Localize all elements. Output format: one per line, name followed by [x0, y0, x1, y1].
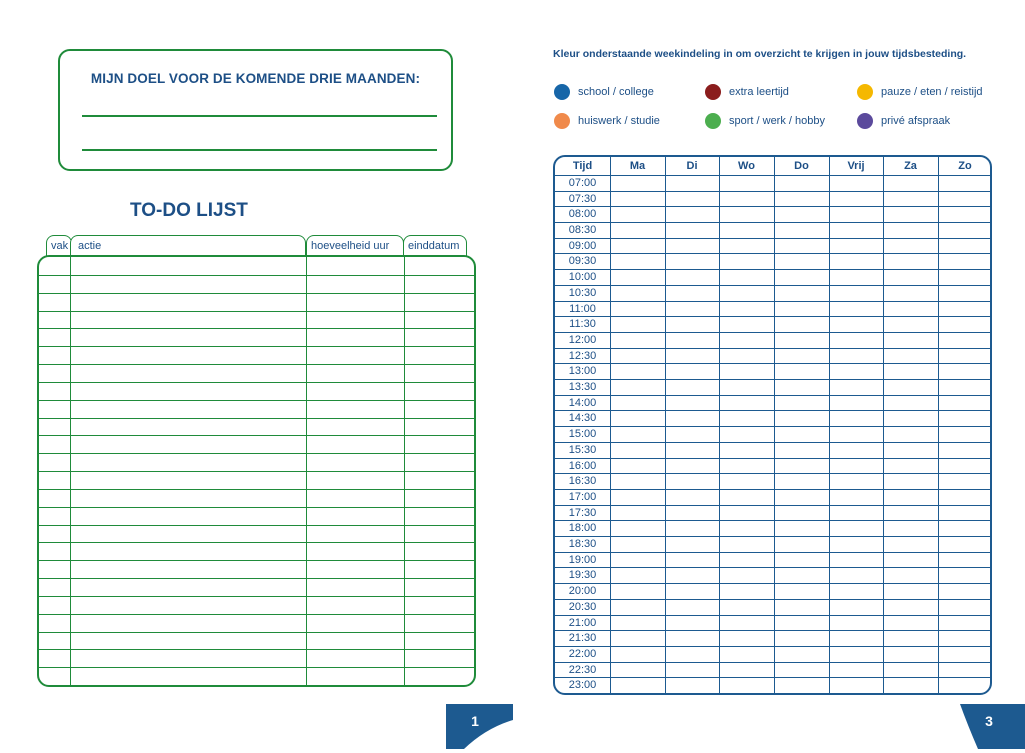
todo-row-line — [39, 453, 474, 454]
schedule-time-label: 22:00 — [568, 647, 597, 660]
todo-row-line — [39, 578, 474, 579]
todo-row-line — [39, 649, 474, 650]
page-number-left: 1 — [471, 713, 479, 729]
todo-header-actie: actie — [70, 235, 306, 256]
schedule-time-label: 13:30 — [568, 381, 597, 394]
schedule-row-line — [555, 473, 990, 474]
schedule-row-line — [555, 222, 990, 223]
schedule-time-label: 11:00 — [569, 302, 596, 315]
todo-row-line — [39, 346, 474, 347]
schedule-time-label: 23:00 — [568, 679, 597, 692]
schedule-row-line — [555, 410, 990, 411]
schedule-instruction: Kleur onderstaande weekindeling in om overzicht te krijgen in jouw tijdsbesteding. — [553, 48, 967, 60]
schedule-row-line — [555, 238, 990, 239]
schedule-time-label: 22:30 — [568, 663, 597, 676]
week-schedule-table[interactable] — [553, 155, 992, 695]
legend-label: privé afspraak — [881, 115, 951, 127]
todo-row-line — [39, 328, 474, 329]
todo-table[interactable] — [37, 255, 476, 687]
schedule-header-za: Za — [904, 160, 917, 172]
schedule-row-line — [555, 301, 990, 302]
todo-row-line — [39, 632, 474, 633]
todo-row-line — [39, 667, 474, 668]
todo-row-line — [39, 435, 474, 436]
legend-dot-school — [554, 84, 570, 100]
todo-row-line — [39, 471, 474, 472]
schedule-time-label: 18:00 — [568, 522, 597, 535]
schedule-row-line — [555, 677, 990, 678]
schedule-time-label: 08:30 — [568, 224, 597, 237]
schedule-time-label: 20:30 — [568, 600, 597, 613]
schedule-column-line — [719, 157, 720, 693]
schedule-time-label: 19:00 — [568, 553, 597, 566]
schedule-column-line — [829, 157, 830, 693]
schedule-column-line — [883, 157, 884, 693]
schedule-time-label: 16:00 — [568, 459, 597, 472]
todo-row-line — [39, 293, 474, 294]
legend-item-extra-leertijd — [705, 83, 789, 101]
legend-dot-extra-leertijd — [705, 84, 721, 100]
legend-item-school — [554, 83, 654, 101]
schedule-row-line — [555, 269, 990, 270]
todo-row-line — [39, 418, 474, 419]
schedule-time-label: 17:00 — [568, 490, 597, 503]
schedule-row-line — [555, 458, 990, 459]
schedule-time-label: 12:00 — [568, 333, 597, 346]
legend-label: pauze / eten / reistijd — [881, 86, 983, 98]
schedule-row-line — [555, 615, 990, 616]
schedule-row-line — [555, 599, 990, 600]
schedule-time-label: 17:30 — [568, 506, 597, 519]
schedule-row-line — [555, 520, 990, 521]
page-tab-right — [960, 704, 1025, 749]
schedule-time-label: 16:30 — [568, 475, 597, 488]
todo-column-line — [306, 257, 307, 685]
schedule-time-label: 07:00 — [568, 177, 597, 189]
schedule-time-label: 07:30 — [568, 192, 597, 205]
schedule-header-tijd: Tijd — [572, 160, 593, 172]
todo-row-line — [39, 614, 474, 615]
schedule-header-do: Do — [794, 160, 809, 172]
schedule-row-line — [555, 285, 990, 286]
schedule-row-line — [555, 206, 990, 207]
todo-title: TO-DO LIJST — [130, 200, 248, 221]
todo-row-line — [39, 489, 474, 490]
todo-row-line — [39, 507, 474, 508]
todo-row-line — [39, 275, 474, 276]
legend-dot-huiswerk — [554, 113, 570, 129]
schedule-row-line — [555, 395, 990, 396]
schedule-row-line — [555, 253, 990, 254]
schedule-row-line — [555, 505, 990, 506]
schedule-column-line — [665, 157, 666, 693]
todo-row-line — [39, 364, 474, 365]
todo-row-line — [39, 542, 474, 543]
schedule-row-line — [555, 426, 990, 427]
schedule-row-line — [555, 646, 990, 647]
schedule-row-line — [555, 316, 990, 317]
schedule-header-ma: Ma — [629, 160, 646, 172]
schedule-time-label: 20:00 — [568, 585, 597, 598]
schedule-time-label: 13:00 — [568, 365, 597, 378]
schedule-header-line — [555, 175, 990, 176]
todo-row-line — [39, 525, 474, 526]
schedule-time-label: 10:00 — [568, 271, 597, 284]
schedule-row-line — [555, 552, 990, 553]
schedule-row-line — [555, 567, 990, 568]
todo-header-vak: vak — [46, 235, 72, 256]
todo-row-line — [39, 400, 474, 401]
legend-item-pauze — [857, 83, 983, 101]
schedule-row-line — [555, 630, 990, 631]
legend-item-huiswerk — [554, 112, 660, 130]
schedule-header-vrij: Vrij — [847, 160, 865, 172]
legend-label: extra leertijd — [729, 86, 789, 98]
schedule-time-label: 11:30 — [569, 318, 596, 331]
schedule-row-line — [555, 583, 990, 584]
schedule-time-label: 21:30 — [568, 632, 597, 645]
schedule-header-di: Di — [686, 160, 698, 172]
legend-label: sport / werk / hobby — [729, 115, 825, 127]
schedule-row-line — [555, 348, 990, 349]
schedule-column-line — [610, 157, 611, 693]
goal-line-1[interactable] — [82, 115, 437, 117]
todo-row-line — [39, 311, 474, 312]
schedule-column-line — [774, 157, 775, 693]
schedule-header-zo: Zo — [958, 160, 972, 172]
schedule-row-line — [555, 191, 990, 192]
schedule-time-label: 09:30 — [568, 255, 597, 268]
schedule-time-label: 14:30 — [568, 412, 597, 425]
schedule-time-label: 18:30 — [568, 538, 597, 551]
page-number-right: 3 — [985, 713, 993, 729]
legend-label: huiswerk / studie — [578, 115, 660, 127]
schedule-time-label: 15:30 — [568, 443, 597, 456]
todo-row-line — [39, 596, 474, 597]
legend-item-sport — [705, 112, 825, 130]
schedule-time-label: 19:30 — [568, 569, 597, 582]
schedule-row-line — [555, 332, 990, 333]
legend-dot-prive — [857, 113, 873, 129]
schedule-time-label: 10:30 — [568, 286, 597, 299]
todo-header-einddatum: einddatum — [403, 235, 467, 256]
schedule-row-line — [555, 536, 990, 537]
schedule-row-line — [555, 379, 990, 380]
goal-title: MIJN DOEL VOOR DE KOMENDE DRIE MAANDEN: — [90, 71, 421, 86]
todo-header-hoeveelheid-uur: hoeveelheid uur — [306, 235, 404, 256]
page-tab-left — [446, 704, 513, 749]
schedule-time-label: 14:00 — [568, 396, 597, 409]
legend-dot-sport — [705, 113, 721, 129]
schedule-header-wo: Wo — [738, 160, 755, 172]
todo-row-line — [39, 382, 474, 383]
schedule-row-line — [555, 442, 990, 443]
schedule-time-label: 21:00 — [568, 616, 597, 629]
legend-dot-pauze — [857, 84, 873, 100]
todo-column-line — [404, 257, 405, 685]
schedule-row-line — [555, 489, 990, 490]
schedule-column-line — [938, 157, 939, 693]
todo-column-line — [70, 257, 71, 685]
legend-label: school / college — [578, 86, 654, 98]
todo-row-line — [39, 560, 474, 561]
schedule-row-line — [555, 662, 990, 663]
schedule-time-label: 15:00 — [568, 428, 597, 441]
goal-line-2[interactable] — [82, 149, 437, 151]
legend-item-prive — [857, 112, 950, 130]
schedule-time-label: 12:30 — [568, 349, 597, 362]
schedule-time-label: 08:00 — [568, 208, 597, 221]
schedule-time-label: 09:00 — [568, 239, 597, 252]
schedule-row-line — [555, 363, 990, 364]
goal-box — [58, 49, 453, 171]
